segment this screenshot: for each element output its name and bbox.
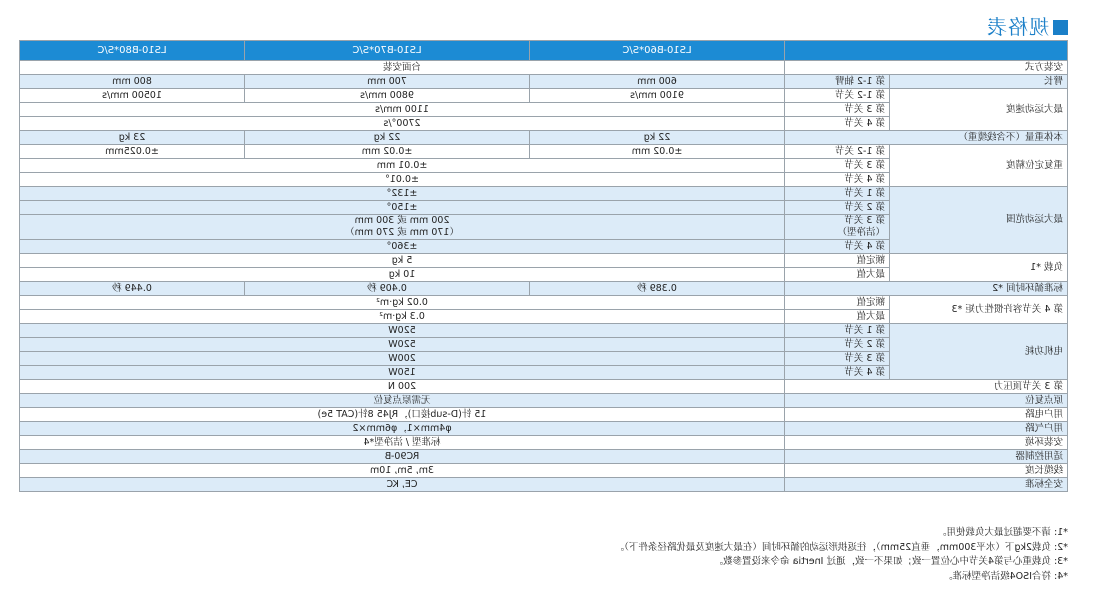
spec-value: RC90-B [20,450,785,464]
spec-row [20,296,1068,310]
spec-sub-label: 额定值 [785,296,890,310]
spec-value: 10 kg [20,268,785,282]
spec-label: 最大运动范围 [890,187,1068,254]
spec-row [20,464,1068,478]
spec-value: ±0.01 mm [20,159,785,173]
spec-label: 第 4 关节容许惯性力矩 *3 [890,296,1068,324]
spec-value: 520W [20,324,785,338]
spec-value: 200 mm 或 300 mm （170 mm 或 270 mm） [20,215,785,240]
spec-label: 第 3 关节顶压力 [785,380,1068,394]
page-title-text: 规格表 [986,15,1049,39]
spec-label: 适用控制器 [785,450,1068,464]
spec-sub-label: 第 2 关节 [785,201,890,215]
spec-value: 150W [20,366,785,380]
spec-sub-label: 第 3 关节 [785,103,890,117]
header-corner [785,41,1068,61]
spec-value: CE, KC [20,478,785,492]
spec-label: 重复定位精度 [890,145,1068,187]
spec-label: 本体重量（不含线缆重） [785,131,1068,145]
footnote: *4: 符合ISO4级洁净型标准。 [943,570,1068,582]
spec-value: 0.02 kg·m² [20,296,785,310]
spec-value: ±150° [20,201,785,215]
spec-label: 线缆长度 [785,464,1068,478]
spec-row [20,145,1068,159]
spec-value: ±0.025mm [20,145,245,159]
spec-label: 电机功耗 [890,324,1068,380]
spec-row [20,282,1068,296]
page-title [986,14,1068,40]
spec-sub-label: 第 4 关节 [785,117,890,131]
spec-value: 9100 mm/s [530,89,785,103]
spec-value: 22 kg [245,131,530,145]
spec-value: 200 N [20,380,785,394]
footnote: *3: 负载重心与第4关节中心位置一致；如果不一致，通过 Inertia 命令来设置参数。 [713,556,1068,567]
spec-row [20,436,1068,450]
spec-label: 用户电路 [785,408,1068,422]
spec-row [20,131,1068,145]
model-header: LS10-B60*S/C [530,41,785,61]
spec-table-header [20,41,1068,61]
model-header: LS10-B80*S/C [20,41,245,61]
spec-label: 最大运动速度 [890,89,1068,131]
spec-row [20,75,1068,89]
spec-value: 1100 mm/s [20,103,785,117]
spec-label: 负载 *1 [890,254,1068,282]
spec-value: ±0.01° [20,173,785,187]
spec-sub-label: 第 1-2 关节 [785,145,890,159]
spec-label: 原点复位 [785,394,1068,408]
spec-value: 标准型 / 洁净型*4 [20,436,785,450]
spec-value: ±132° [20,187,785,201]
spec-value: 3m, 5m, 10m [20,464,785,478]
spec-sub-label: 第 2 关节 [785,338,890,352]
spec-value: 0.409 秒 [245,282,530,296]
header-row [20,41,1068,61]
spec-value: 0.389 秒 [530,282,785,296]
spec-value: 9800 mm/s [245,89,530,103]
spec-value: φ4mm×1，φ6mm×2 [20,422,785,436]
spec-sub-label: 最大值 [785,310,890,324]
footnotes [28,526,1068,584]
spec-value: 5 kg [20,254,785,268]
spec-sub-label: 第 3 关节 [785,159,890,173]
spec-sub-label: 最大值 [785,268,890,282]
spec-row [20,408,1068,422]
model-header: LS10-B70*S/C [245,41,530,61]
spec-label: 标准循环时间 *2 [785,282,1068,296]
spec-row [20,324,1068,338]
spec-value: ±360° [20,240,785,254]
footnote: *2: 负载2kg下（水平300mm，垂直25mm），往返拱形运动的循环时间（在最大速度及最优路径条件下）。 [614,541,1068,553]
spec-value: 22 kg [530,131,785,145]
spec-sub-label: 第 1-2 轴臂 [785,75,890,89]
spec-sub-label: 第 4 关节 [785,366,890,380]
spec-row [20,478,1068,492]
spec-value: 无需原点复位 [20,394,785,408]
spec-sub-label: 第 1 关节 [785,324,890,338]
spec-label: 安装环境 [785,436,1068,450]
spec-value: 15 针(D-sub接口)，RJ45 8针(CAT 5e) [20,408,785,422]
spec-value: 2700°/s [20,117,785,131]
spec-value: 520W [20,338,785,352]
spec-sub-label: 第 4 关节 [785,173,890,187]
spec-table [19,40,1068,492]
spec-sub-label: 第 1-2 关节 [785,89,890,103]
spec-value: 0.449 秒 [20,282,245,296]
spec-sub-label: 第 4 关节 [785,240,890,254]
spec-row [20,450,1068,464]
spec-value: 200W [20,352,785,366]
spec-row [20,380,1068,394]
spec-row [20,187,1068,201]
spec-table-body [20,61,1068,492]
spec-value: 0.3 kg·m² [20,310,785,324]
spec-row [20,61,1068,75]
spec-value: ±0.02 mm [530,145,785,159]
spec-row [20,422,1068,436]
spec-value: 600 mm [530,75,785,89]
spec-sub-label: 第 3 关节 （洁净型） [785,215,890,240]
spec-value: 700 mm [245,75,530,89]
spec-value: 23 kg [20,131,245,145]
spec-sub-label: 额定值 [785,254,890,268]
spec-value: 台面安装 [20,61,785,75]
spec-label: 用户气路 [785,422,1068,436]
footnote: *1: 请不要超过最大负载使用。 [936,527,1068,538]
spec-row [20,89,1068,103]
spec-label: 安装方式 [785,61,1068,75]
spec-label: 安全标准 [785,478,1068,492]
spec-sub-label: 第 1 关节 [785,187,890,201]
spec-value: ±0.02 mm [245,145,530,159]
spec-sub-label: 第 3 关节 [785,352,890,366]
spec-row [20,394,1068,408]
title-square-icon [1053,20,1068,35]
spec-label: 臂长 [890,75,1068,89]
spec-value: 10500 mm/s [20,89,245,103]
spec-row [20,254,1068,268]
spec-value: 800 mm [20,75,245,89]
